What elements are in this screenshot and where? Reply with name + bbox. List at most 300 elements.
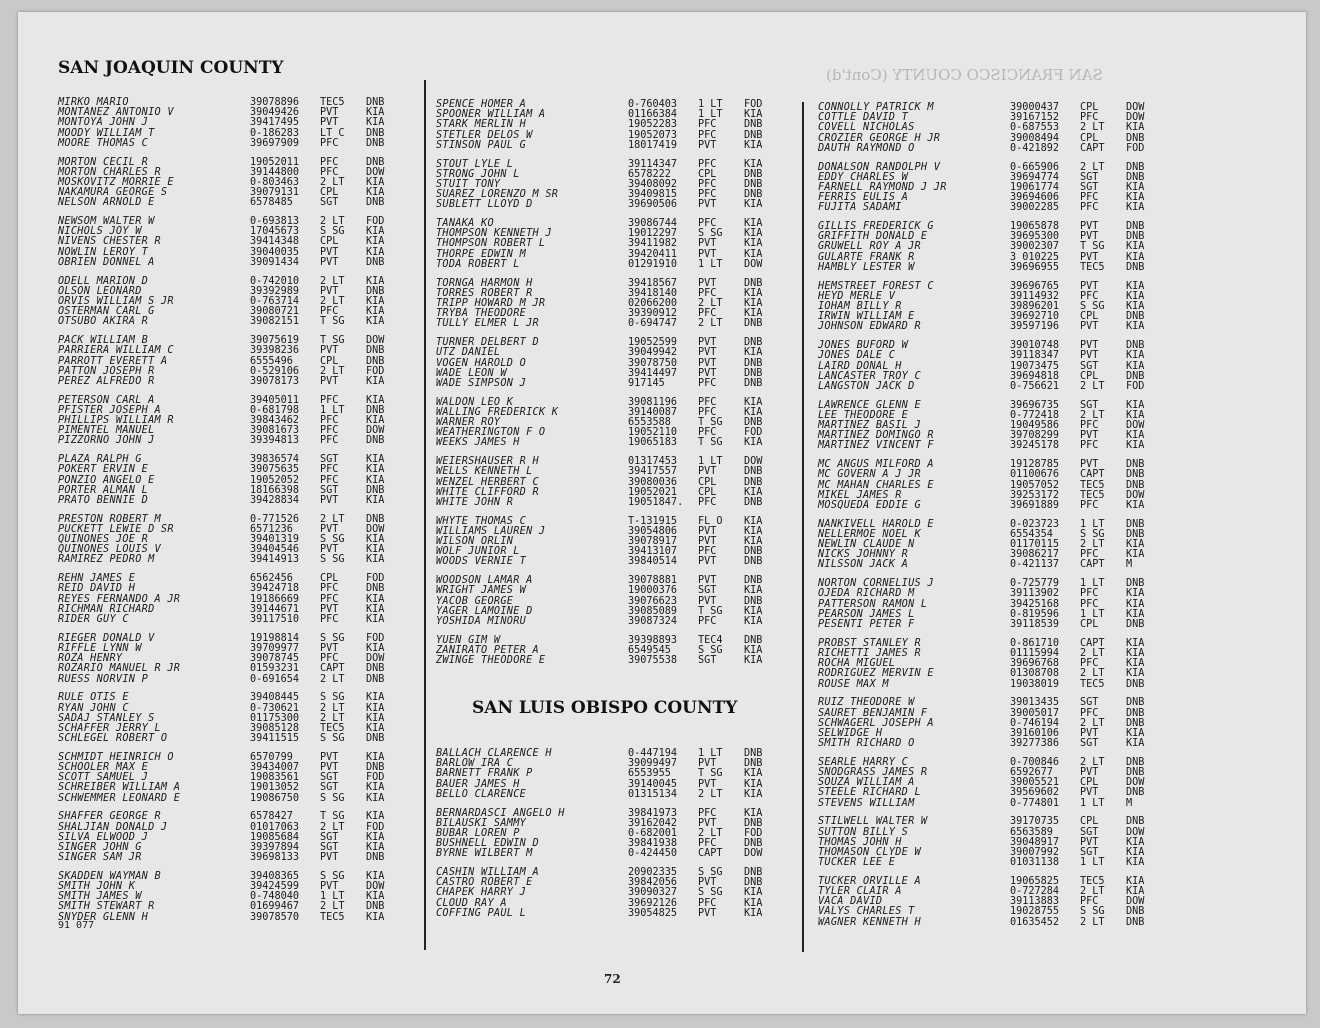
name: BALLACH CLARENCE H [436,748,552,759]
status: DNB [366,852,385,864]
status: KIA [744,486,763,498]
casualty-row [58,377,418,387]
rank: T SG [698,437,723,449]
casualty-row [58,794,418,804]
status: KIA [1126,658,1145,670]
name: SNODGRASS JAMES R [818,767,928,779]
serial-number: 0-819596 [1010,608,1060,620]
status: KIA [366,534,385,546]
name: RUIZ THEODORE W [818,697,915,709]
name: REHN JAMES E [58,573,136,585]
status: KIA [366,187,385,199]
status: KIA [744,109,763,121]
rank: PVT [320,117,339,129]
name: MIRKO MARIO [58,97,129,108]
serial-number: 39008494 [1010,132,1060,144]
serial-number: 01308708 [1010,668,1060,680]
name: DAUTH RAYMOND O [818,142,915,154]
name: SCHWAGERL JOSEPH A [818,717,934,729]
status: KIA [744,605,763,617]
entry-group [436,279,796,330]
name: PHILLIPS WILLIAM R [58,415,174,427]
serial-number: 0-861710 [1010,637,1060,649]
name: LANCASTER TROY C [818,370,921,382]
rank: S SG [698,867,723,879]
name: WOODSON LAMAR A [436,575,533,587]
name: STARK MERLIN H [436,119,527,131]
rank: S SG [1080,300,1105,312]
name: STINSON PAUL G [436,139,527,151]
rank: SGT [320,484,339,496]
name: YAGER LAMOINE D [436,605,533,617]
name: TYLER CLAIR A [818,886,902,898]
serial-number: 0-803463 [250,176,300,188]
bleed-through-header: SAN FRANCISCO COUNTY (Cont'd) [826,66,1103,84]
serial-number: 0-763714 [250,295,300,307]
name: SCHMIDT HEINRICH O [58,751,174,763]
rank: CPL [698,168,717,180]
status: FOD [366,632,385,644]
rank: PVT [698,556,717,568]
serial-number: 39842056 [628,877,678,889]
entry-group [58,277,418,328]
status: DNB [1126,261,1145,273]
rank: S SG [320,534,345,546]
serial-number: 39840514 [628,556,678,568]
status: DNB [366,355,385,367]
entry-group [58,812,418,863]
name: THOMASON CLYDE W [818,846,921,858]
name: SPENCE HOMER A [436,99,527,110]
name: REID DAVID H [58,583,136,595]
serial-number: 18017419 [628,139,678,151]
serial-number: 3 010225 [1010,251,1060,263]
serial-number: 39398236 [250,345,300,357]
name: PLAZA RALPH G [58,454,142,466]
rank: PFC [320,425,339,437]
name: OJEDA RICHARD M [818,588,915,600]
name: MOODY WILLIAM T [58,127,155,139]
status: KIA [1126,280,1145,292]
serial-number: 39691889 [1010,499,1060,511]
serial-number: 0-186283 [250,127,300,139]
serial-number: 0-023723 [1010,518,1060,530]
serial-number: 39078173 [250,375,300,387]
name: WEIERSHAUSER R H [436,456,539,468]
rank: TEC5 [320,722,345,734]
rank: SGT [1080,846,1099,858]
serial-number: 0-730621 [250,702,300,714]
status: KIA [1126,668,1145,680]
serial-number: 39417557 [628,466,678,478]
rank: TEC5 [1080,678,1105,690]
rank: SGT [1080,738,1099,750]
entry-group [818,758,1178,809]
rank: CAPT [698,848,723,860]
serial-number: 39408092 [628,178,678,190]
serial-number: 39409815 [628,189,678,201]
casualty-row [818,501,1178,511]
status: KIA [744,139,763,151]
serial-number: 39078745 [250,653,300,665]
name: RUESS NORVIN P [58,673,149,685]
entry-group [58,158,418,209]
casualty-row [58,913,418,923]
serial-number: 39843462 [250,415,300,427]
name: QUINONES LOUIS V [58,544,161,556]
name: PRESTON ROBERT M [58,513,161,525]
status: KIA [366,712,385,724]
status: KIA [744,807,763,819]
serial-number: 39162042 [628,817,678,829]
serial-number: 19051847. [628,496,684,508]
status: KIA [744,437,763,449]
serial-number: 01115994 [1010,647,1060,659]
serial-number: 01100676 [1010,469,1060,481]
rank: PVT [698,248,717,260]
name: YOSHIDA MINORU [436,616,527,627]
status: DNB [366,663,385,675]
status: DOW [366,881,385,893]
status: DNB [744,417,763,429]
status: KIA [366,792,385,804]
entries-san-francisco-cont [818,103,1178,936]
rank: CPL [1080,102,1099,113]
name: SHALJIAN DONALD J [58,821,168,833]
rank: 2 LT [698,788,723,800]
entry-group [58,574,418,625]
serial-number: 39425168 [1010,598,1060,610]
rank: PFC [698,427,717,439]
status: DNB [1126,816,1145,828]
rank: PFC [320,137,339,149]
serial-number: 19013052 [250,782,300,794]
status: DOW [366,425,385,437]
serial-number: 39091434 [250,256,300,268]
name: SUTTON BILLY S [818,826,909,838]
rank: PVT [1080,727,1099,739]
status: KIA [366,811,385,823]
serial-number: 01317453 [628,456,678,468]
status: DNB [744,189,763,201]
rank: PFC [320,415,339,427]
serial-number: 6555496 [250,355,293,367]
status: DNB [1126,479,1145,491]
status: M [1126,797,1133,809]
rank: PFC [1080,896,1099,908]
rank: SGT [320,782,339,794]
status: DNB [1126,340,1145,352]
name: YACOB GEORGE [436,595,514,607]
name: PACK WILLIAM B [58,335,149,347]
rank: CPL [1080,370,1099,382]
serial-number: 39424599 [250,881,300,893]
casualty-row [818,351,1178,361]
name: TORNGA HARMON H [436,277,533,289]
name: PIZZORNO JOHN J [58,435,155,447]
casualty-row [58,198,418,208]
status: DNB [744,168,763,180]
serial-number: 39075538 [628,655,678,667]
serial-number: 0-665906 [1010,161,1060,173]
casualty-row [58,346,418,356]
status: FOD [744,99,763,110]
serial-number: 39836574 [250,454,300,466]
rank: PVT [698,357,717,369]
rank: PVT [698,758,717,770]
serial-number: 6553588 [628,417,671,429]
serial-number: 39420411 [628,248,678,260]
status: DNB [744,178,763,190]
rank: SGT [1080,360,1099,372]
serial-number: 0-774801 [1010,797,1060,809]
casualty-row [818,322,1178,332]
status: KIA [1126,399,1145,411]
status: DNB [744,838,763,850]
entry-group [818,401,1178,452]
status: DNB [1126,311,1145,323]
casualty-row [58,734,418,744]
status: DNB [744,575,763,587]
serial-number: 39413107 [628,546,678,558]
rank: TEC5 [320,911,345,923]
casualty-row [818,680,1178,690]
serial-number: 0-771526 [250,513,300,525]
status: DNB [1126,469,1145,481]
name: SELWIDGE H [818,727,883,739]
status: KIA [744,287,763,299]
status: DNB [1126,756,1145,768]
rank: 1 LT [698,748,723,759]
serial-number: 19012297 [628,228,678,240]
serial-number: 39099497 [628,758,678,770]
entry-group [818,103,1178,154]
casualty-row [436,260,796,270]
name: SMITH JAMES W [58,891,142,903]
rank: 2 LT [1080,717,1105,729]
serial-number: 39896201 [1010,300,1060,312]
name: MOSQUEDA EDDIE G [818,499,921,511]
serial-number: 39085089 [628,605,678,617]
serial-number: 39140087 [628,406,678,418]
entries-san-luis-obispo [436,749,796,928]
casualty-row [818,858,1178,868]
name: TRIPP HOWARD M JR [436,297,546,309]
rank: 2 LT [320,712,345,724]
name: LAIRD DONAL H [818,360,902,372]
status: KIA [744,228,763,240]
casualty-row [58,853,418,863]
rank: CPL [320,236,339,248]
serial-number: 0-694747 [628,318,678,330]
serial-number: 39049426 [250,107,300,119]
rank: 1 LT [698,456,723,468]
rank: PVT [320,256,339,268]
entries-san-joaquin [58,98,418,931]
serial-number: 39078750 [628,357,678,369]
status: KIA [744,644,763,656]
serial-number: 39408445 [250,692,300,704]
serial-number: 19052052 [250,474,300,486]
name: WELLS KENNETH L [436,466,533,478]
status: KIA [366,554,385,566]
serial-number: 39398893 [628,634,678,646]
name: CROZIER GEORGE H JR [818,132,941,144]
name: RAMIREZ PEDRO M [58,554,155,566]
status: KIA [1126,875,1145,887]
rank: PFC [1080,112,1099,124]
rank: 2 LT [1080,161,1105,173]
status: DOW [1126,112,1145,124]
rank: PFC [320,394,339,406]
rank: PFC [698,807,717,819]
rank: TEC5 [320,97,345,108]
rank: PVT [320,494,339,506]
serial-number: 01175300 [250,712,300,724]
status: KIA [744,515,763,527]
name: RIEGER DONALD V [58,632,155,644]
rank: 2 LT [1080,539,1105,551]
rank: PFC [1080,598,1099,610]
name: STEELE RICHARD L [818,787,921,799]
serial-number: 39418140 [628,287,678,299]
serial-number: 39114347 [628,158,678,170]
rank: T SG [698,768,723,780]
name: WADE LEON W [436,367,507,379]
status: DOW [1126,489,1145,501]
casualty-row [436,141,796,151]
serial-number: 39079131 [250,187,300,199]
rank: CPL [1080,311,1099,323]
name: COFFING PAUL L [436,907,527,919]
name: GRIFFITH DONALD E [818,231,928,243]
name: NAKAMURA GEORGE S [58,187,168,199]
status: DNB [1126,678,1145,690]
status: DNB [366,484,385,496]
rank: 2 LT [1080,122,1105,134]
rank: SGT [320,454,339,466]
status: KIA [744,158,763,170]
rank: S SG [320,692,345,704]
status: KIA [1126,608,1145,620]
entry-group [58,872,418,923]
status: KIA [1126,637,1145,649]
name: BELLO CLARENCE [436,788,527,800]
rank: PVT [320,246,339,258]
status: KIA [1126,738,1145,750]
rank: PVT [320,285,339,297]
rank: PFC [698,377,717,389]
casualty-row [818,560,1178,570]
rank: S SG [698,644,723,656]
name: SCHWEMMER LEONARD E [58,792,181,804]
name: MONTANEZ ANTONIO V [58,107,174,119]
rank: PVT [1080,221,1099,233]
status: KIA [1126,549,1145,561]
rank: S SG [1080,906,1105,918]
status: KIA [366,751,385,763]
serial-number: 39144800 [250,166,300,178]
serial-number: 39245178 [1010,440,1060,452]
serial-number: 39144671 [250,603,300,615]
name: PESENTI PETER F [818,619,915,630]
serial-number: 39696765 [1010,280,1060,292]
status: KIA [744,406,763,418]
rank: S SG [320,733,345,745]
rank: SGT [1080,697,1099,709]
entry-group [58,693,418,744]
serial-number: 6578222 [628,168,671,180]
rank: 2 LT [698,827,723,839]
status: DNB [744,318,763,330]
name: ODELL MARION D [58,275,149,287]
rank: CPL [320,573,339,585]
rank: S SG [320,870,345,882]
serial-number: 39694818 [1010,370,1060,382]
serial-number: 39082151 [250,316,300,328]
serial-number: 19052011 [250,156,300,168]
status: DOW [744,848,763,860]
serial-number: 39694606 [1010,192,1060,204]
rank: TEC4 [698,634,723,646]
rank: PVT [320,642,339,654]
status: KIA [1126,598,1145,610]
name: NOWLIN LEROY T [58,246,149,258]
column-divider-1 [424,80,426,950]
entry-group [436,100,796,151]
rank: PVT [1080,321,1099,333]
status: DNB [366,345,385,357]
casualty-row [58,436,418,446]
casualty-row [818,144,1178,154]
name: HEMSTREET FOREST C [818,280,934,292]
rank: CAPT [1080,469,1105,481]
entry-group [58,753,418,804]
serial-number: 6553955 [628,768,671,780]
name: CLOUD RAY A [436,897,507,909]
serial-number: 01291910 [628,258,678,270]
rank: 1 LT [698,109,723,121]
name: HAMBLY LESTER W [818,261,915,273]
name: WILLIAMS LAUREN J [436,525,546,537]
casualty-row [436,656,796,666]
status: KIA [744,218,763,230]
rank: PVT [1080,787,1099,799]
serial-number: 39569602 [1010,787,1060,799]
casualty-row [818,620,1178,630]
rank: SGT [1080,399,1099,411]
status: DOW [1126,777,1145,789]
name: CASHIN WILLIAM A [436,867,539,879]
name: BARNETT FRANK P [436,768,533,780]
status: KIA [366,593,385,605]
rank: PVT [1080,340,1099,352]
entry-group [818,639,1178,690]
name: PETERSON CARL A [58,394,155,406]
name: WHITE CLIFFORD R [436,486,539,498]
status: DNB [744,817,763,829]
serial-number: 39113883 [1010,896,1060,908]
serial-number: 19038019 [1010,678,1060,690]
casualty-row [58,615,418,625]
name: WADE SIMPSON J [436,377,527,389]
name: WEATHERINGTON F O [436,427,546,439]
serial-number: 39170735 [1010,816,1060,828]
rank: 2 LT [320,821,345,833]
name: CONNOLLY PATRICK M [818,102,934,113]
casualty-row [818,698,1178,708]
status: DNB [1126,717,1145,729]
